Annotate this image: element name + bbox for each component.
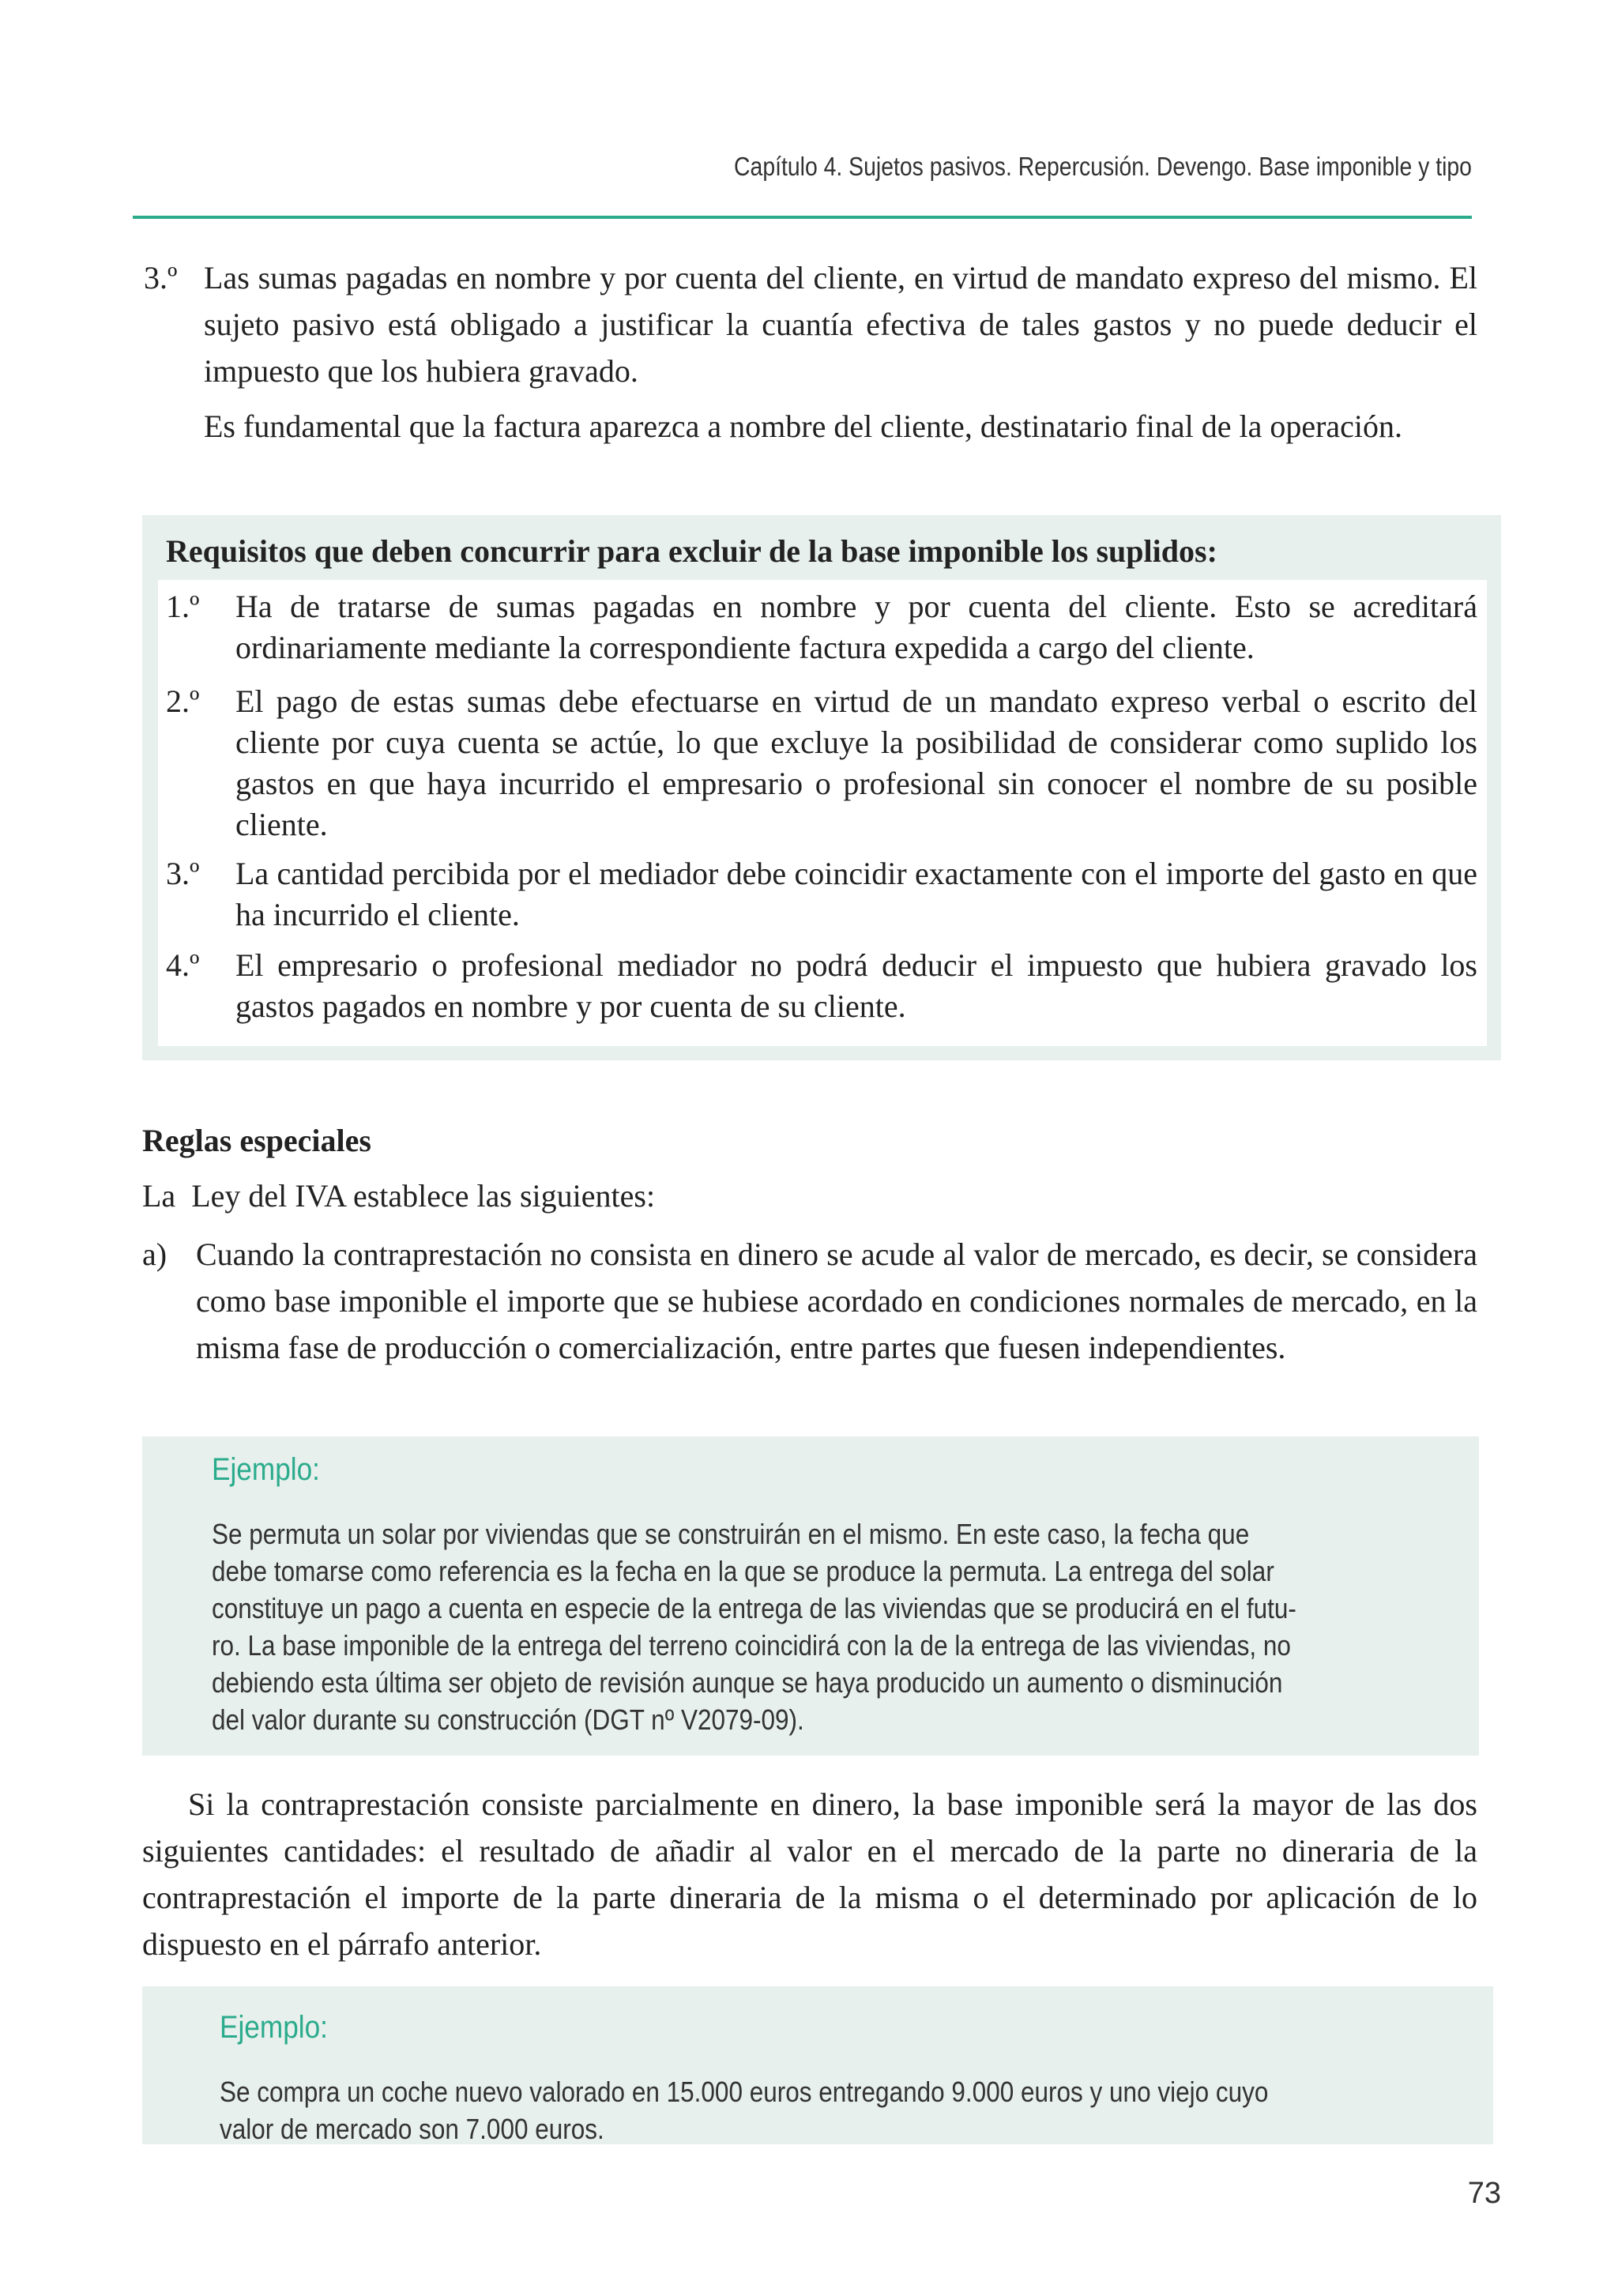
example-line: valor de mercado son 7.000 euros. <box>220 2113 604 2145</box>
example-line: Se permuta un solar por viviendas que se construirán en el mismo. En este caso, la fecha que <box>212 1518 1250 1550</box>
item-number: 3.º <box>144 260 178 295</box>
requisito-text: El pago de estas sumas debe efectuarse en virtud de un mandato expreso verbal o escrito del cliente por cuya cuenta se actúe, lo que excluye la posibilidad de considerar como suplido los gastos en que haya incurrido el empresario o profesional sin conocer el nombre de su posible cliente. <box>235 683 1477 842</box>
example-line: Se compra un coche nuevo valorado en 15.000 euros entregando 9.000 euros y uno viejo cuyo <box>220 2076 1269 2108</box>
example-line: debiendo esta última ser objeto de revisión aunque se haya producido un aumento o disminución <box>212 1666 1283 1699</box>
body-paragraph: Si la contraprestación consiste parcialmente en dinero, la base imponible será la mayor de las dos siguientes cantidades: el resultado de añadir al valor en el mercado de la parte no dineraria de la contraprestación el importe de la parte dineraria de la misma o el determinado por aplicación de lo dispuesto en el párrafo anterior. <box>142 1786 1477 1962</box>
reglas-intro: La Ley del IVA establece las siguientes: <box>142 1178 656 1214</box>
list-item-a <box>142 1231 1477 1371</box>
section-heading: Reglas especiales <box>142 1123 371 1158</box>
requisito-number: 2.º <box>166 683 200 719</box>
example-line: constituye un pago a cuenta en especie de la entrega de las viviendas que se producirá en el futu- <box>212 1592 1296 1624</box>
example-title: Ejemplo: <box>212 1452 320 1487</box>
example-text <box>220 2073 1452 2147</box>
example-line: debe tomarse como referencia es la fecha en la que se produce la permuta. La entrega del solar <box>212 1555 1274 1587</box>
running-head: Capítulo 4. Sujetos pasivos. Repercusión. Devengo. Base imponible y tipo <box>734 152 1472 181</box>
requisito-text: La cantidad percibida por el mediador debe coincidir exactamente con el importe del gasto en que ha incurrido el cliente. <box>235 856 1477 932</box>
requisito-text: El empresario o profesional mediador no podrá deducir el impuesto que hubiera gravado los gastos pagados en nombre y por cuenta de su cliente. <box>235 947 1477 1024</box>
example-line: ro. La base imponible de la entrega del terreno coincidirá con la de la entrega de las viviendas, no <box>212 1629 1291 1662</box>
item-letter: a) <box>142 1236 167 1272</box>
requisito-text: Ha de tratarse de sumas pagadas en nombre y por cuenta del cliente. Esto se acreditará ordinariamente mediante la correspondiente factura expedida a cargo del cliente. <box>235 589 1477 665</box>
example-line: del valor durante su construcción (DGT nº V2079-09). <box>212 1703 804 1736</box>
requisito-number: 1.º <box>166 589 200 624</box>
requisito-number: 3.º <box>166 856 200 891</box>
item-text: Las sumas pagadas en nombre y por cuenta del cliente, en virtud de mandato expreso del mismo. El sujeto pasivo está obligado a justificar la cuantía efectiva de tales gastos y no puede deducir el impuesto que los hubiera gravado. <box>204 260 1477 389</box>
example-text <box>212 1515 1409 1738</box>
item-3-note: Es fundamental que la factura aparezca a nombre del cliente, destinatario final de la operación. <box>204 408 1403 444</box>
page-number: 73 <box>1467 2177 1501 2210</box>
list-item-3 <box>144 254 1477 394</box>
example-title: Ejemplo: <box>220 2010 328 2045</box>
requisito-item <box>166 681 1477 845</box>
requisitos-title: Requisitos que deben concurrir para excluir de la base imponible los suplidos: <box>166 533 1217 569</box>
requisito-item <box>166 945 1477 1027</box>
item-text: Cuando la contraprestación no consista en dinero se acude al valor de mercado, es decir, se considera como base imponible el importe que se hubiese acordado en condiciones normales de mercado, en la misma fase de producción o comercialización, entre partes que fuesen independientes. <box>196 1236 1477 1365</box>
requisito-item <box>166 853 1477 935</box>
requisito-number: 4.º <box>166 947 200 983</box>
header-rule <box>133 216 1472 219</box>
requisito-item <box>166 586 1477 668</box>
